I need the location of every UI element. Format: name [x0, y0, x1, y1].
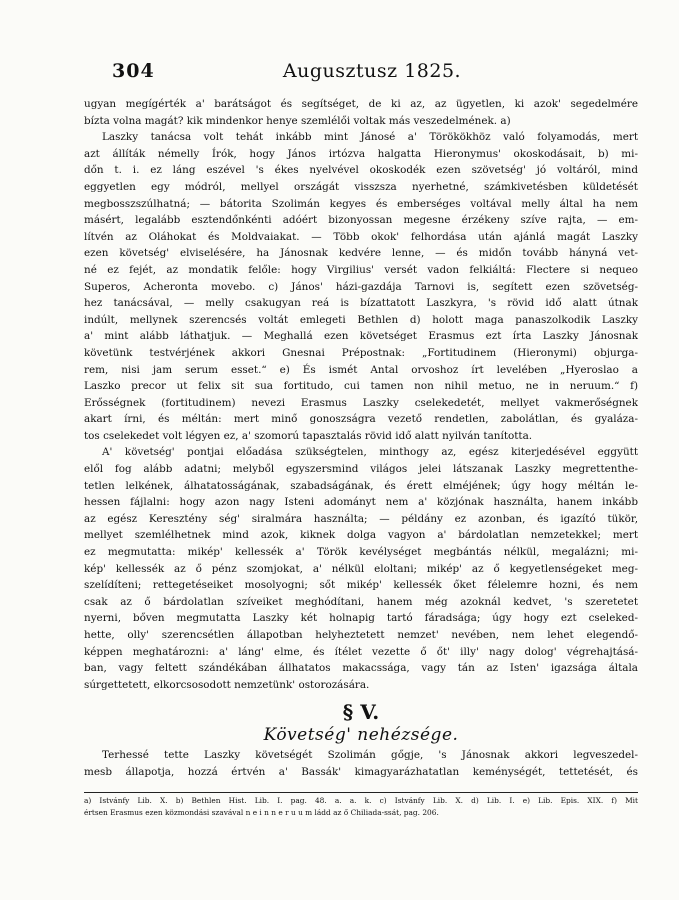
text-line: dőn t. i. ez láng eszével 's ékes nyelvével okoskodék ezen szövetség' jó voltáról, mind — [84, 164, 638, 177]
text-line: kép' kellessék az ő pénz szomjokat, a' nélkül eloltani; mikép' az ő kegyetlenségeket meg- — [84, 562, 638, 575]
text-line: mesb állapotja, hozzá értvén a' Bassák' kimagyarázhatatlan keménységét, tettetését, és — [84, 765, 638, 778]
section-title: Követség' nehézsége. — [263, 725, 459, 745]
text-line: a' mint alább láthatjuk. — Meghallá ezen követséget Erasmus ezt írta Laszky Jánosnak — [84, 330, 638, 343]
text-line: hessen fájlalni: hogy azon nagy Isteni adományt nem a' közjónak használta, hanem inkább — [84, 496, 638, 509]
text-line: Erősségnek (fortitudinem) nevezi Erasmus Laszky cselekedetét, mellyet vakmerőségnek — [84, 396, 638, 409]
text-line: szelídíteni; rettegetéseiket mosolyogni; sőt mikép' kellessék őket félelemre hozni, és nem — [84, 579, 638, 592]
text-line: akart írni, és méltán: mert minő gonoszságra vezető rendetlen, zabolátlan, és gyaláza- — [84, 413, 638, 426]
text-line: bízta volna magát? kik mindenkor henye szemlélői voltak más veszedelmének. a) — [84, 114, 511, 127]
footnote-line: értsen Erasmus ezen közmondási szavával n e i n n e r u u m ládd az ő Chiliada-ssát, pag. 206. — [84, 807, 439, 817]
footnotes — [84, 795, 638, 818]
text-line: Terhessé tette Laszky követségét Szolimán gőgje, 's Jánosnak akkori legveszedel- — [102, 749, 638, 761]
text-line: Laszko precor ut felix sit sua fortitudo, cui tamen non nihil metuo, ne in neruum.“ f) — [84, 380, 638, 393]
text-line: követünk testvérjének akkori Gnesnai Prépostnak: „Fortitudinem (Hieronymi) objurga- — [84, 346, 638, 359]
text-line: hette, olly' szerencsétlen állapotban helyheztetett nemzet' nevében, nem lehet elegendő- — [84, 629, 638, 641]
footnote-line: a) Istvánfy Lib. X. b) Bethlen Hist. Lib. I. pag. 48. a. a. k. c) Istvánfy Lib. X. d) Lib. I. e) Lib. Epis. XIX. f) Mit — [84, 796, 638, 805]
text-line: ugyan megígérték a' barátságot és segítséget, de ki az, az ügyetlen, ki azok' segedelmére — [84, 98, 638, 110]
page-number: 304 — [112, 60, 155, 82]
footnote-divider — [84, 792, 638, 793]
text-line: eggyetlen egy módról, mellyel országát visszsza nyerhetné, számkivetésben küldetését — [84, 180, 638, 193]
running-title: Augusztusz 1825. — [282, 60, 462, 82]
text-line: elől fog alább adatni; melyből egyszersmind világos jelei látszanak Laszky megrettenthe- — [84, 463, 638, 476]
text-line: A' követség' pontjai előadása szükségtelen, minthogy az, egész kiterjedésével eggyütt — [102, 446, 638, 459]
text-line: né ez fejét, az mondatik felőle: hogy Virgilius' versét vadon felkiáltá: Flectere si nequeo — [84, 263, 638, 276]
text-line: mellyet szemlélhetnek mind azok, kiknek dolga vagyon a' bárdolatlan nemzetekkel; mert — [84, 529, 638, 542]
section-text — [84, 747, 638, 780]
text-line: súrgettetett, elkorcsosodott nemzetünk' ostorozására. — [84, 678, 370, 691]
text-line: ez megmutatta: mikép' kellessék a' Török kevélységet megbántás nélkül, megalázni; mi- — [84, 546, 638, 559]
text-line: csak az ő bárdolatlan szíveiket meghódítani, hanem még azoknál kedvet, 's szeretetet — [84, 595, 638, 608]
text-line: azt állíták némelly Írók, hogy János irtózva halgatta Hieronymus' okoskodásait, b) mi- — [84, 147, 638, 160]
text-line: másért, legalább esztendőnkénti adóért bizonyossan megesne érzékeny szíve rajta, — em- — [84, 214, 638, 227]
text-line: hez tanácsával, — melly csakugyan reá is bízattatott Laszkyra, 's rövid idő alatt útnak — [84, 297, 638, 310]
text-line: Laszky tanácsa volt tehát inkább mint Jánosé a' Törökökhöz való folyamodás, mert — [102, 131, 638, 144]
text-line: megbosszszúlhatná; — bátorita Szolimán kegyes és emberséges voltával melly által ha nem — [84, 197, 638, 210]
text-line: ban, vagy feltett szándékában állhatatos makacssága, vagy tán az Isten' igazsága általa — [84, 662, 638, 675]
text-line: tetlen lelkének, álhatatosságának, szabadságának, és érett elméjének; úgy hogy méltán le- — [84, 479, 638, 492]
text-line: az egész Keresztény ség' siralmára használta; — példány ez azonban, és igazító tükör, — [84, 512, 638, 525]
text-line: nyerni, bőven megmutatta Laszky két holnapig tartó fáradsága; úgy hogy ezt cseleked- — [84, 612, 638, 625]
section-number: § V. — [342, 700, 380, 724]
text-line: indúlt, mellynek szerencsés voltát emlegeti Bethlen d) holott maga panaszolkodik Laszky — [84, 313, 638, 326]
section-heading — [84, 700, 638, 746]
main-text — [84, 96, 638, 693]
text-line: rem, nisi jam serum esset.“ e) És ismét Antal orvoshoz írt levelében „Hyeroslao a — [84, 363, 638, 376]
text-line: lítvén az Oláhokat és Moldvaiakat. — Több okok' felhordása után ajánlá magát Laszky — [84, 230, 638, 243]
text-line: képpen meghatározni: a' láng' elme, és ítélet vezette ő őt' illy' nagy dolog' végrehajtásá- — [84, 645, 638, 658]
text-line: tos cselekedet volt légyen ez, a' szomorú tapasztalás rövid idő alatt nyilván tanította. — [84, 429, 533, 442]
text-line: ezen követség' elviselésére, ha Jánosnak kedvére lenne, — és midőn tovább hányná vet- — [84, 247, 638, 260]
text-line: Superos, Acheronta movebo. c) János' házi-gazdája Tarnovi is, segített ezen szövetség- — [84, 280, 638, 293]
page-header — [112, 60, 632, 84]
